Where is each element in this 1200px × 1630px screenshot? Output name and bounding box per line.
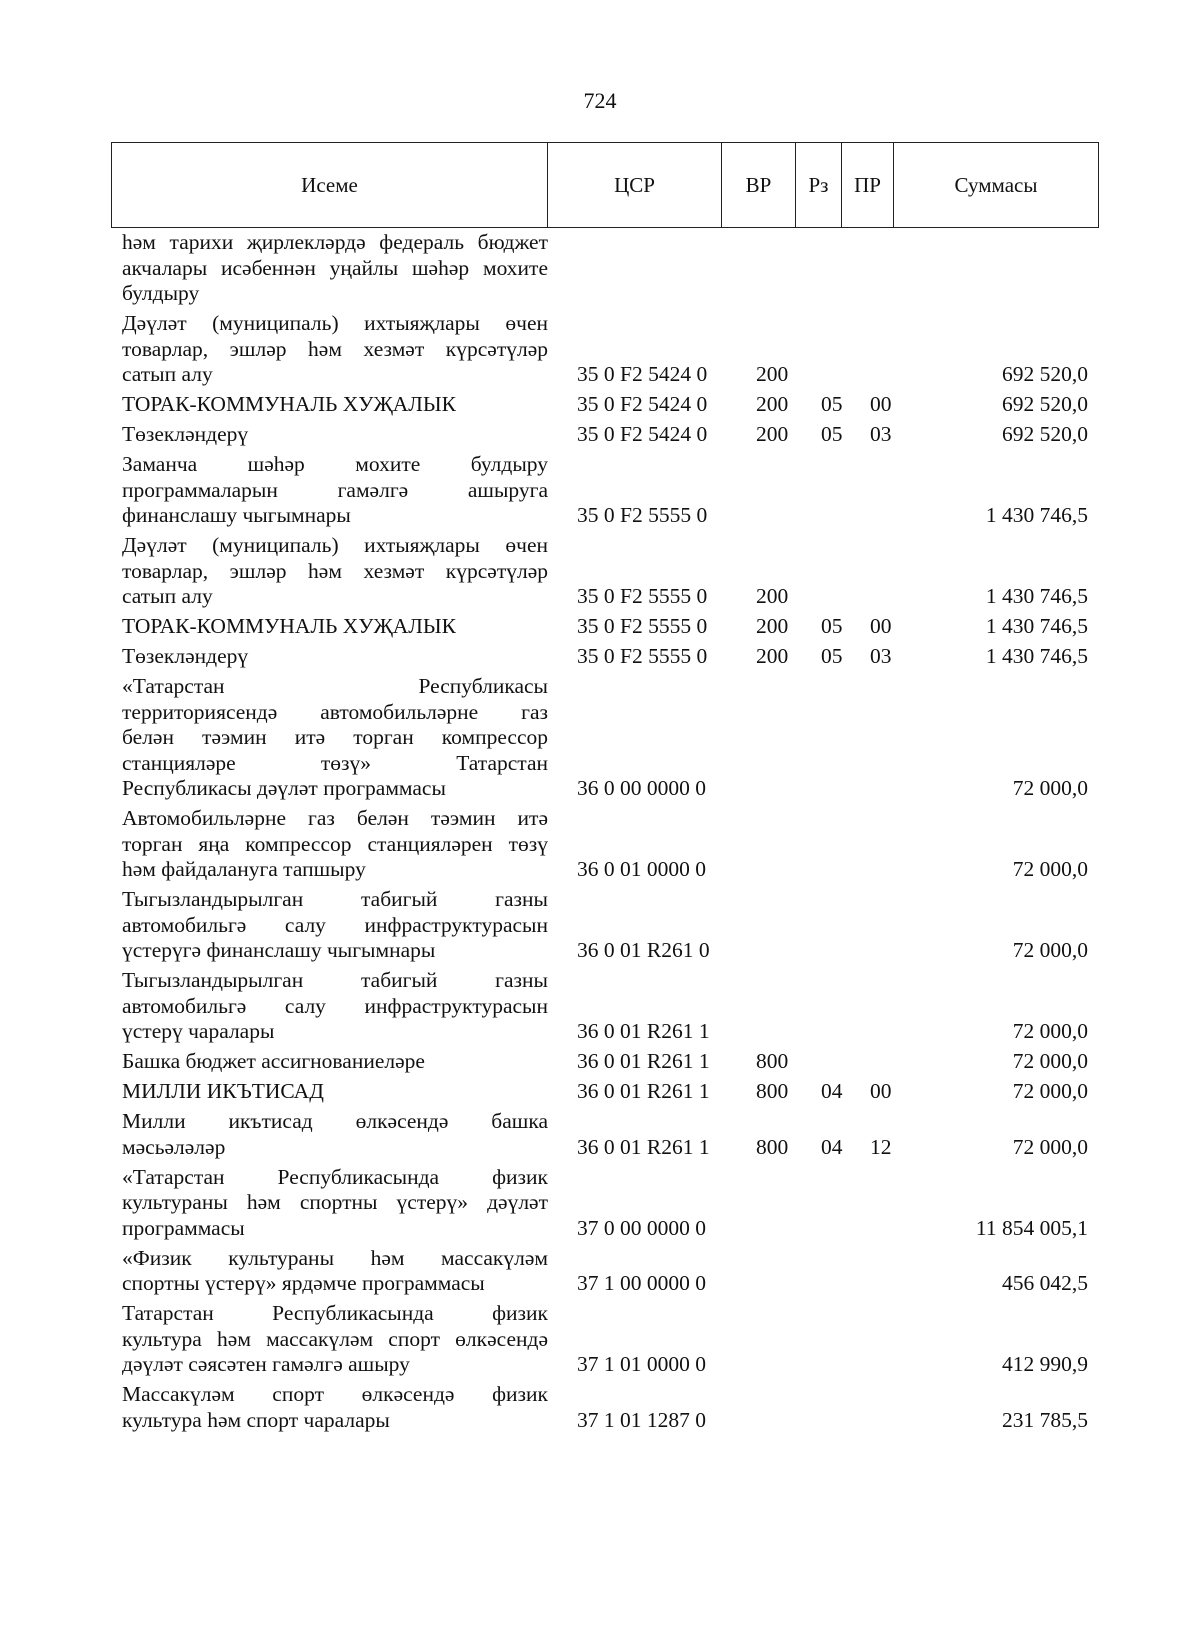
row-csr: 35 0 F2 5424 0	[577, 362, 708, 386]
row-name-line: һәм файдалануга тапшыру	[122, 857, 366, 881]
row-name	[122, 614, 548, 640]
row-sum: 72 000,0	[1012, 1079, 1088, 1103]
row-pr: 00	[870, 614, 892, 638]
row-vr: 200	[756, 422, 789, 446]
table-row	[0, 452, 1200, 533]
column-header-rz: Рз	[796, 143, 842, 228]
row-csr: 36 0 01 R261 1	[577, 1134, 710, 1159]
row-csr: 35 0 F2 5555 0	[577, 644, 708, 668]
row-name-line: үстерү чаралары	[122, 1019, 275, 1043]
row-sum: 412 990,9	[1002, 1352, 1088, 1376]
row-sum: 72 000,0	[1012, 857, 1088, 881]
page-number: 724	[583, 88, 617, 113]
row-vr: 200	[756, 644, 789, 668]
table-row	[0, 230, 1200, 311]
row-name	[122, 1049, 548, 1075]
row-vr: 200	[756, 614, 789, 638]
table-row	[0, 887, 1200, 968]
row-name	[122, 230, 548, 307]
row-csr: 36 0 00 0000 0	[577, 776, 706, 800]
row-name-line: белән тәэмин итә торган компрессор	[122, 725, 548, 749]
row-sum: 1 430 746,5	[985, 503, 1088, 527]
row-name	[122, 533, 548, 610]
row-name	[122, 392, 548, 418]
table-row	[0, 311, 1200, 392]
column-header-vr: ВР	[722, 143, 796, 228]
column-header-pr: ПР	[842, 143, 894, 228]
row-name	[122, 968, 548, 1045]
row-name-line: культураны һәм спортны үстерү» дәүләт	[122, 1190, 548, 1214]
row-csr: 35 0 F2 5555 0	[577, 503, 708, 527]
row-name-line: дәүләт сәясәтен гамәлгә ашыру	[122, 1352, 410, 1376]
row-csr: 37 1 00 0000 0	[577, 1271, 706, 1295]
row-sum: 692 520,0	[1002, 362, 1088, 386]
row-name	[122, 806, 548, 883]
table-row	[0, 392, 1200, 422]
row-name	[122, 1301, 548, 1378]
row-name-line: автомобильгә салу инфраструктурасын	[122, 912, 548, 937]
row-name	[122, 1109, 548, 1160]
row-pr: 00	[870, 1079, 892, 1103]
row-name-line: акчалары исәбеннән уңайлы шәһәр мохите	[122, 255, 548, 280]
row-csr: 37 1 01 0000 0	[577, 1352, 706, 1376]
row-name-line: Заманча шәһәр мохите булдыру	[122, 452, 548, 476]
table-row	[0, 1049, 1200, 1079]
row-sum: 1 430 746,5	[985, 584, 1088, 608]
table-row	[0, 1301, 1200, 1382]
row-name-line: Дәүләт (муниципаль) ихтыяҗлары өчен	[122, 533, 548, 557]
row-sum: 1 430 746,5	[985, 644, 1088, 668]
row-name	[122, 311, 548, 388]
row-sum: 456 042,5	[1002, 1271, 1088, 1295]
column-header-sum: Суммасы	[894, 143, 1099, 228]
row-sum: 72 000,0	[1012, 1134, 1088, 1159]
table-header	[111, 142, 1099, 228]
table-row	[0, 1246, 1200, 1302]
row-name-line: ТОРАК-КОММУНАЛЬ ХУҖАЛЫК	[122, 614, 456, 638]
row-name-line: «Физик культураны һәм массакүләм	[122, 1245, 548, 1270]
table-body	[0, 230, 1200, 1438]
row-name-line: товарлар, эшләр һәм хезмәт күрсәтүләр	[122, 336, 548, 361]
table-row	[0, 422, 1200, 452]
row-vr: 800	[756, 1049, 789, 1073]
row-csr: 36 0 01 R261 0	[577, 938, 710, 962]
row-name	[122, 1382, 548, 1433]
row-rz: 05	[821, 392, 843, 416]
row-name	[122, 674, 548, 802]
row-csr: 35 0 F2 5424 0	[577, 422, 708, 446]
row-csr: 36 0 01 R261 1	[577, 1079, 710, 1103]
row-name-line: ТОРАК-КОММУНАЛЬ ХУҖАЛЫК	[122, 392, 456, 416]
row-name-line: сатып алу	[122, 362, 213, 386]
row-csr: 37 1 01 1287 0	[577, 1407, 706, 1432]
row-name-line: автомобильгә салу инфраструктурасын	[122, 993, 548, 1018]
row-rz: 04	[821, 1079, 843, 1103]
row-csr: 37 0 00 0000 0	[577, 1215, 706, 1240]
row-name-line: булдыру	[122, 281, 200, 305]
row-csr: 36 0 01 R261 1	[577, 1049, 710, 1073]
row-name	[122, 1079, 548, 1105]
row-sum: 72 000,0	[1012, 1049, 1088, 1073]
row-csr: 36 0 01 0000 0	[577, 857, 706, 881]
row-name-line: сатып алу	[122, 584, 213, 608]
row-name-line: «Татарстан Республикасы	[122, 674, 548, 698]
table-row	[0, 674, 1200, 806]
row-name-line: территориясендә автомобильләрне газ	[122, 699, 548, 724]
row-csr: 36 0 01 R261 1	[577, 1019, 710, 1043]
table-row	[0, 1382, 1200, 1438]
row-sum: 11 854 005,1	[975, 1215, 1088, 1240]
row-rz: 05	[821, 644, 843, 668]
row-rz: 04	[821, 1134, 843, 1159]
row-name-line: Республикасы дәүләт программасы	[122, 776, 446, 800]
row-sum: 72 000,0	[1012, 938, 1088, 962]
row-name-line: Автомобильләрне газ белән тәэмин итә	[122, 806, 548, 830]
row-sum: 231 785,5	[1002, 1407, 1088, 1432]
row-name-line: Тыгызландырылган табигый газны	[122, 887, 548, 911]
row-sum: 72 000,0	[1012, 776, 1088, 800]
table-row	[0, 1109, 1200, 1165]
table-row	[0, 968, 1200, 1049]
row-name-line: культура һәм массакүләм спорт өлкәсендә	[122, 1326, 548, 1351]
row-name-line: культура һәм спорт чаралары	[122, 1407, 390, 1432]
row-name-line: МИЛЛИ ИКЪТИСАД	[122, 1079, 324, 1103]
row-name-line: Татарстан Республикасында физик	[122, 1301, 548, 1325]
row-name	[122, 452, 548, 529]
column-header-name: Исеме	[112, 143, 548, 228]
row-name	[122, 1246, 548, 1297]
row-pr: 12	[870, 1134, 892, 1159]
row-name	[122, 422, 548, 448]
row-pr: 03	[870, 422, 892, 446]
row-name-line: спортны үстерү» ярдәмче программасы	[122, 1271, 485, 1295]
row-vr: 800	[756, 1134, 789, 1159]
row-rz: 05	[821, 614, 843, 638]
table-row	[0, 1079, 1200, 1109]
row-sum: 72 000,0	[1012, 1019, 1088, 1043]
row-name	[122, 1165, 548, 1242]
table-row	[0, 806, 1200, 887]
row-name-line: мәсьәләләр	[122, 1134, 226, 1159]
row-name-line: Башка бюджет ассигнованиеләре	[122, 1049, 425, 1073]
table-row	[0, 533, 1200, 614]
row-name-line: Төзекләндерү	[122, 644, 249, 668]
table-row	[0, 614, 1200, 644]
row-name-line: станцияләре төзү» Татарстан	[122, 750, 548, 775]
row-name-line: товарлар, эшләр һәм хезмәт күрсәтүләр	[122, 558, 548, 583]
row-name-line: Төзекләндерү	[122, 422, 249, 446]
row-sum: 692 520,0	[1002, 422, 1088, 446]
row-csr: 35 0 F2 5555 0	[577, 614, 708, 638]
row-rz: 05	[821, 422, 843, 446]
row-vr: 200	[756, 584, 789, 608]
row-csr: 35 0 F2 5555 0	[577, 584, 708, 608]
row-name-line: Дәүләт (муниципаль) ихтыяҗлары өчен	[122, 311, 548, 335]
row-vr: 200	[756, 362, 789, 386]
row-name-line: финанслашу чыгымнары	[122, 503, 351, 527]
row-sum: 1 430 746,5	[985, 614, 1088, 638]
row-sum: 692 520,0	[1002, 392, 1088, 416]
row-csr: 35 0 F2 5424 0	[577, 392, 708, 416]
row-name-line: һәм тарихи җирлекләрдә федераль бюджет	[122, 230, 548, 254]
row-vr: 200	[756, 392, 789, 416]
row-vr: 800	[756, 1079, 789, 1103]
column-header-csr: ЦСР	[548, 143, 722, 228]
row-pr: 00	[870, 392, 892, 416]
row-name-line: Милли икътисад өлкәсендә башка	[122, 1109, 548, 1133]
row-name	[122, 644, 548, 670]
row-name-line: «Татарстан Республикасында физик	[122, 1164, 548, 1189]
row-name-line: программасы	[122, 1215, 245, 1240]
row-pr: 03	[870, 644, 892, 668]
row-name-line: үстерүгә финанслашу чыгымнары	[122, 938, 436, 962]
table-row	[0, 644, 1200, 674]
row-name	[122, 887, 548, 964]
row-name-line: Тыгызландырылган табигый газны	[122, 968, 548, 992]
row-name-line: Массакүләм спорт өлкәсендә физик	[122, 1382, 548, 1406]
row-name-line: программаларын гамәлгә ашыруга	[122, 477, 548, 502]
table-row	[0, 1165, 1200, 1246]
row-name-line: торган яңа компрессор станцияләрен төзү	[122, 831, 548, 856]
